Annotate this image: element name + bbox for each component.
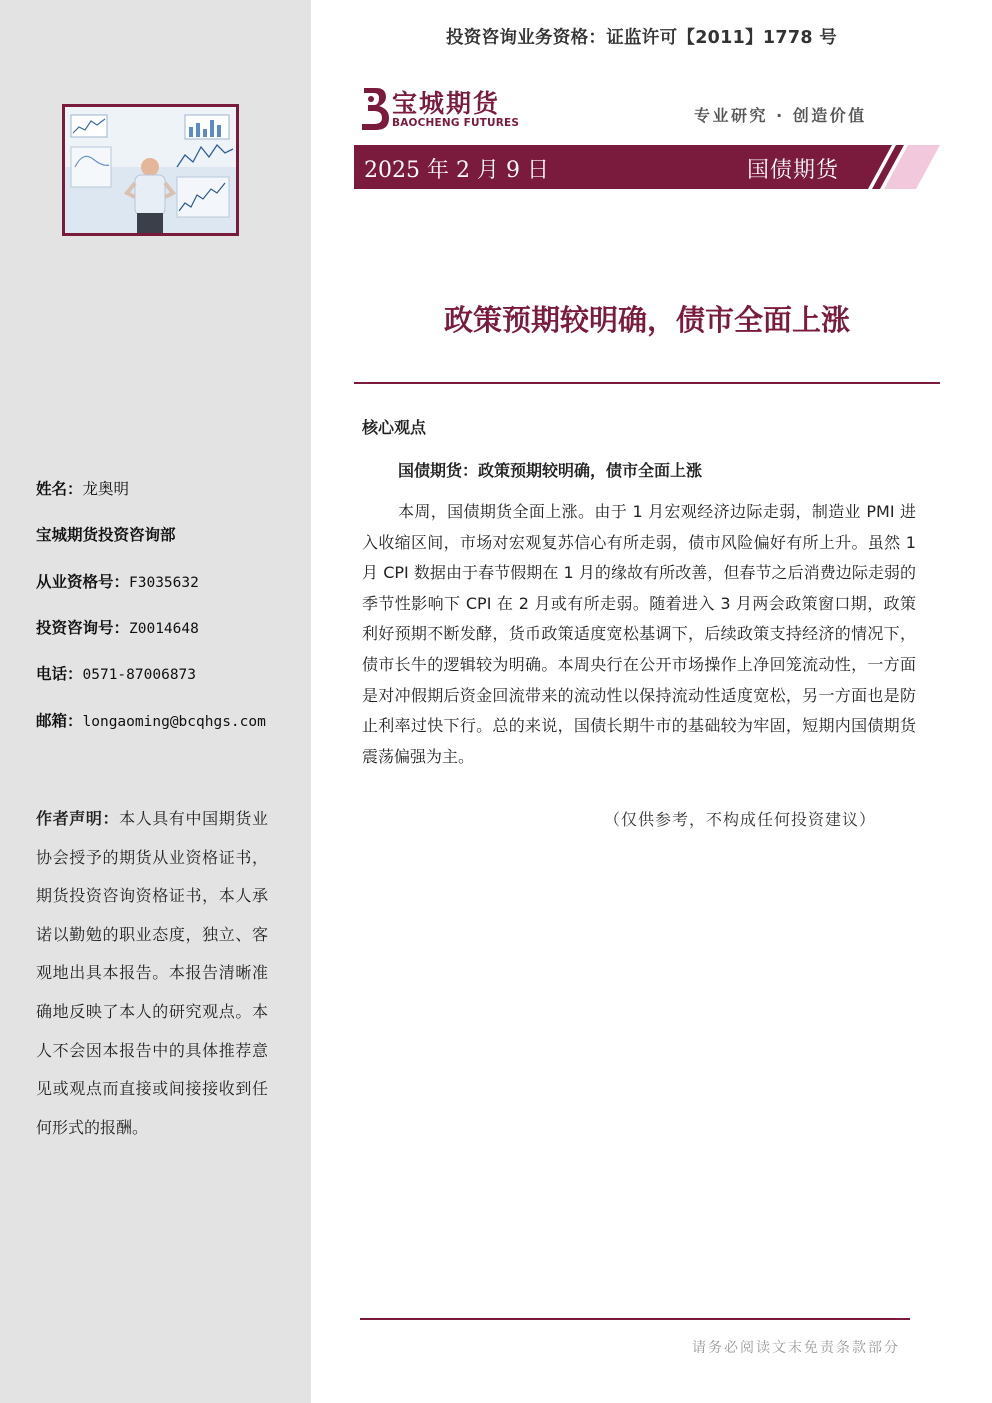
author-name: 姓名：龙奥明 (36, 480, 130, 498)
analyst-photo (62, 104, 239, 236)
report-date: 2025 年 2 月 9 日 (364, 158, 549, 183)
brand-name-en: BAOCHENG FUTURES (392, 117, 520, 129)
author-statement: 作者声明：本人具有中国期货业协会授予的期货从业资格证书，期货投资咨询资格证书，本人承诺以勤勉的职业态度，独立、客观地出具本报告。本报告清晰准确地反映了本人的研究观点。本人不会因本报告中的具体推荐意见或观点而直接或间接接收到任何形式的报酬。 (36, 809, 268, 1137)
author-qualification: 从业资格号：F3035632 (36, 573, 199, 591)
footer-divider (360, 1318, 910, 1320)
report-subheading: 国债期货：政策预期较明确，债市全面上涨 (398, 461, 703, 480)
investment-disclaimer: （仅供参考，不构成任何投资建议） (604, 810, 877, 829)
author-phone: 电话：0571-87006873 (36, 665, 197, 683)
author-department: 宝城期货投资咨询部 (36, 526, 176, 544)
title-divider (354, 382, 940, 384)
author-consult-number: 投资咨询号：Z0014648 (36, 619, 199, 637)
report-title: 政策预期较明确，债市全面上涨 (443, 303, 850, 337)
brand-name: 宝城期货 (392, 89, 501, 118)
brand-slogan: 专业研究 · 创造价值 (694, 106, 867, 125)
author-email: 邮箱：longaoming@bcqhgs.com (36, 712, 266, 730)
footer-note: 请务必阅读文末免责条款部分 (692, 1340, 900, 1356)
report-category: 国债期货 (747, 158, 840, 183)
report-body: 本周，国债期货全面上涨。由于 1 月宏观经济边际走弱，制造业 PMI 进入收缩区间，市场对宏观复苏信心有所走弱，债市风险偏好有所上升。虽然 1 月 CPI 数据由于春节假期在 1 月的缘故有所改善，但春节之后消费边际走弱的季节性影响下 CPI 在 2 月或有所走弱。随着进入 3 月两会政策窗口期，政策利好预期不断发酵，货币政策适度宽松基调下，后续政策支持经济的情况下，债市长牛的逻辑较为明确。本周央行在公开市场操作上净回笼流动性，一方面是对冲假期后资金回流带来的流动性以保持流动性适度宽松，另一方面也是防止利率过快下行。总的来说，国债长期牛市的基础较为牢固，短期内国债期货震荡偏强为主。 (362, 502, 916, 766)
license-text: 投资咨询业务资格：证监许可【2011】1778 号 (446, 28, 838, 48)
core-view-label: 核心观点 (362, 418, 427, 437)
